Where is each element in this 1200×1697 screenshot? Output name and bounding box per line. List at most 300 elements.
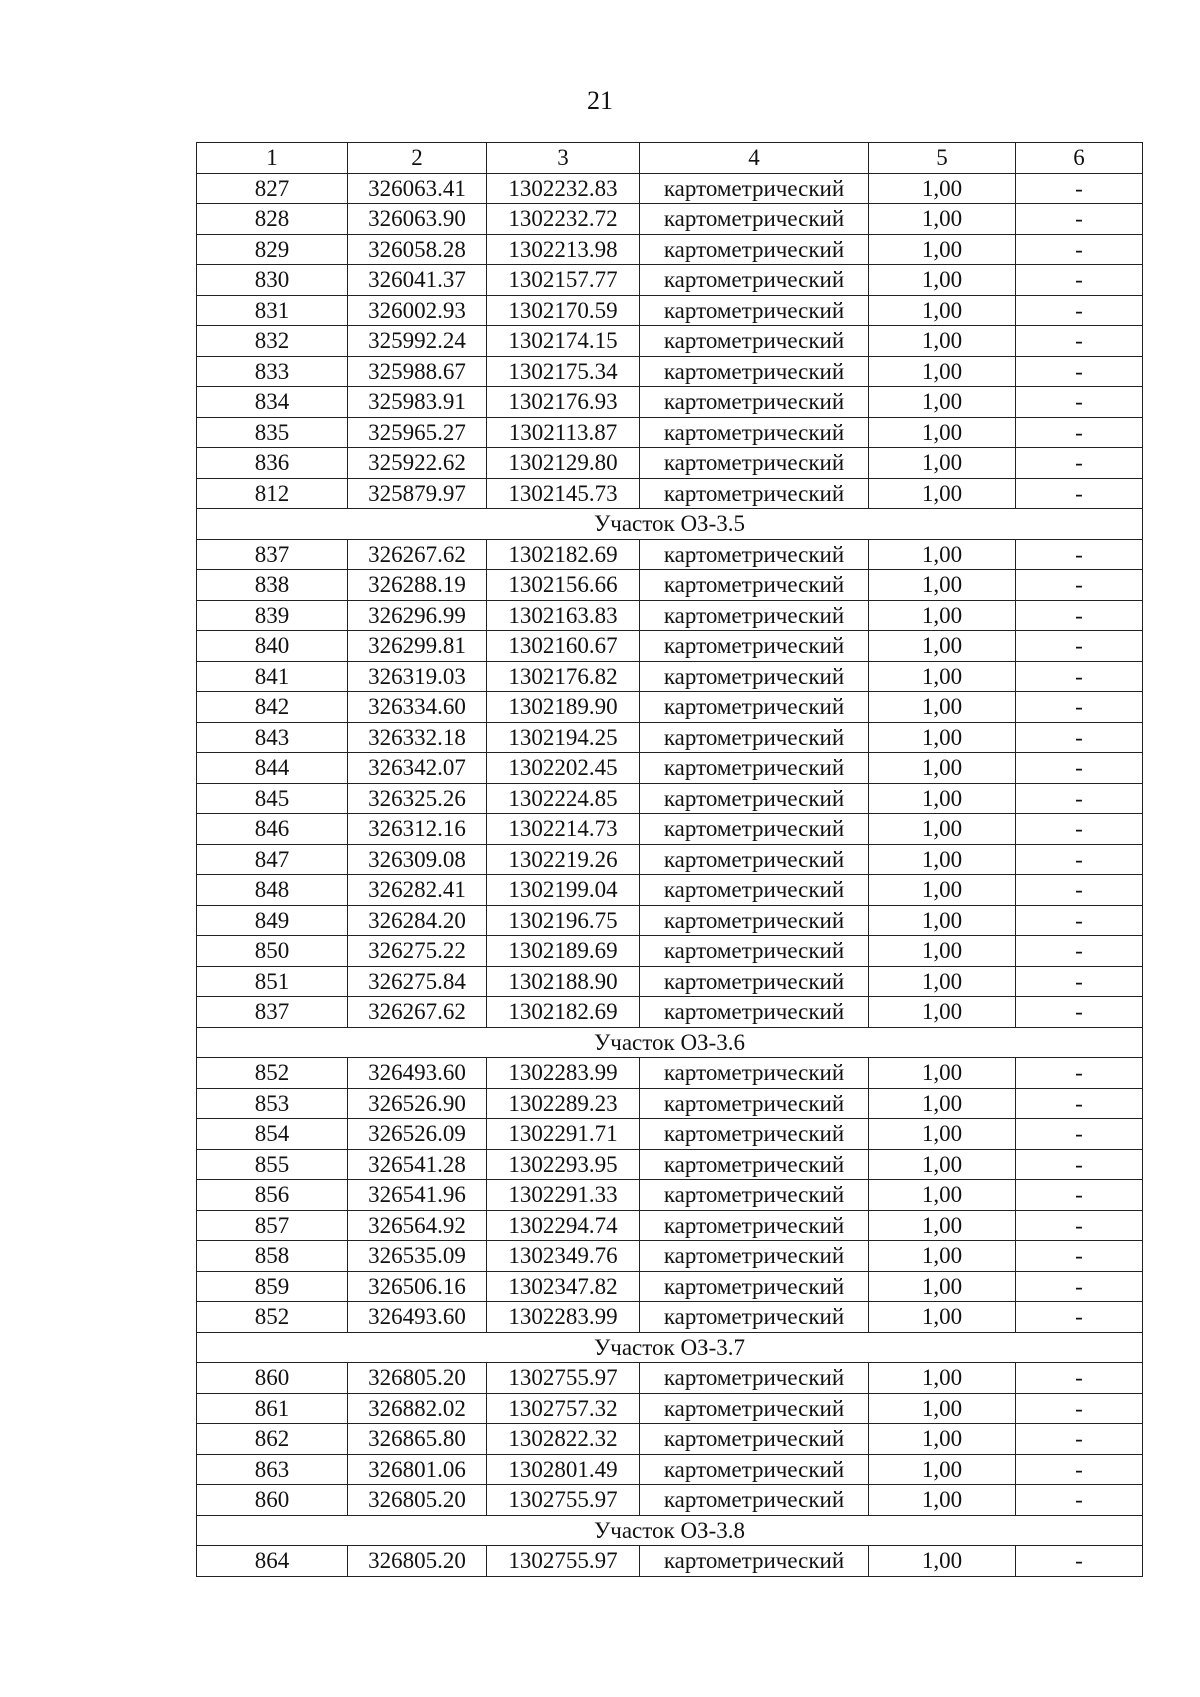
accuracy-cell: 1,00 [869,173,1016,204]
y-coordinate-cell: 1302156.66 [487,570,640,601]
method-cell: картометрический [640,265,869,296]
accuracy-cell: 1,00 [869,1149,1016,1180]
method-cell: картометрический [640,600,869,631]
note-cell: - [1016,905,1143,936]
section-row [197,509,1143,540]
method-cell: картометрический [640,783,869,814]
y-coordinate-cell: 1302755.97 [487,1363,640,1394]
y-coordinate-cell: 1302129.80 [487,448,640,479]
x-coordinate-cell: 326342.07 [348,753,487,784]
accuracy-cell: 1,00 [869,448,1016,479]
note-cell: - [1016,1485,1143,1516]
x-coordinate-cell: 326526.09 [348,1119,487,1150]
method-cell: картометрический [640,814,869,845]
point-number-cell: 860 [197,1363,348,1394]
note-cell: - [1016,844,1143,875]
note-cell: - [1016,295,1143,326]
table-row [197,1363,1143,1394]
table-row [197,753,1143,784]
x-coordinate-cell: 325983.91 [348,387,487,418]
note-cell: - [1016,1546,1143,1577]
table-row [197,600,1143,631]
y-coordinate-cell: 1302160.67 [487,631,640,662]
table-row [197,936,1143,967]
y-coordinate-cell: 1302157.77 [487,265,640,296]
y-coordinate-cell: 1302189.90 [487,692,640,723]
note-cell: - [1016,234,1143,265]
point-number-cell: 856 [197,1180,348,1211]
x-coordinate-cell: 326063.90 [348,204,487,235]
point-number-cell: 849 [197,905,348,936]
table-row [197,234,1143,265]
method-cell: картометрический [640,692,869,723]
method-cell: картометрический [640,1210,869,1241]
y-coordinate-cell: 1302232.72 [487,204,640,235]
y-coordinate-cell: 1302757.32 [487,1393,640,1424]
note-cell: - [1016,1393,1143,1424]
method-cell: картометрический [640,875,869,906]
x-coordinate-cell: 326296.99 [348,600,487,631]
column-header: 6 [1016,143,1143,174]
accuracy-cell: 1,00 [869,356,1016,387]
y-coordinate-cell: 1302219.26 [487,844,640,875]
accuracy-cell: 1,00 [869,204,1016,235]
y-coordinate-cell: 1302189.69 [487,936,640,967]
method-cell: картометрический [640,204,869,235]
table-row [197,1119,1143,1150]
table-row [197,326,1143,357]
method-cell: картометрический [640,539,869,570]
point-number-cell: 846 [197,814,348,845]
x-coordinate-cell: 326535.09 [348,1241,487,1272]
accuracy-cell: 1,00 [869,1210,1016,1241]
table-row [197,265,1143,296]
coordinates-table [196,142,1143,1577]
x-coordinate-cell: 326865.80 [348,1424,487,1455]
table-row [197,1241,1143,1272]
column-header: 4 [640,143,869,174]
point-number-cell: 812 [197,478,348,509]
y-coordinate-cell: 1302188.90 [487,966,640,997]
accuracy-cell: 1,00 [869,936,1016,967]
note-cell: - [1016,783,1143,814]
y-coordinate-cell: 1302232.83 [487,173,640,204]
note-cell: - [1016,204,1143,235]
y-coordinate-cell: 1302182.69 [487,539,640,570]
accuracy-cell: 1,00 [869,234,1016,265]
table-row [197,539,1143,570]
method-cell: картометрический [640,997,869,1028]
accuracy-cell: 1,00 [869,1088,1016,1119]
x-coordinate-cell: 325992.24 [348,326,487,357]
accuracy-cell: 1,00 [869,692,1016,723]
note-cell: - [1016,936,1143,967]
accuracy-cell: 1,00 [869,1363,1016,1394]
table-row [197,1210,1143,1241]
x-coordinate-cell: 326334.60 [348,692,487,723]
table-row [197,966,1143,997]
y-coordinate-cell: 1302291.33 [487,1180,640,1211]
section-row [197,1332,1143,1363]
method-cell: картометрический [640,1454,869,1485]
point-number-cell: 843 [197,722,348,753]
x-coordinate-cell: 326309.08 [348,844,487,875]
y-coordinate-cell: 1302801.49 [487,1454,640,1485]
point-number-cell: 844 [197,753,348,784]
point-number-cell: 839 [197,600,348,631]
method-cell: картометрический [640,966,869,997]
accuracy-cell: 1,00 [869,722,1016,753]
point-number-cell: 831 [197,295,348,326]
note-cell: - [1016,1088,1143,1119]
method-cell: картометрический [640,234,869,265]
table-row [197,1485,1143,1516]
note-cell: - [1016,1149,1143,1180]
x-coordinate-cell: 326325.26 [348,783,487,814]
y-coordinate-cell: 1302196.75 [487,905,640,936]
note-cell: - [1016,1119,1143,1150]
point-number-cell: 840 [197,631,348,662]
table-row [197,387,1143,418]
note-cell: - [1016,356,1143,387]
x-coordinate-cell: 326299.81 [348,631,487,662]
point-number-cell: 861 [197,1393,348,1424]
point-number-cell: 837 [197,539,348,570]
table-row [197,570,1143,601]
accuracy-cell: 1,00 [869,265,1016,296]
point-number-cell: 837 [197,997,348,1028]
method-cell: картометрический [640,570,869,601]
point-number-cell: 845 [197,783,348,814]
table-row [197,844,1143,875]
accuracy-cell: 1,00 [869,814,1016,845]
note-cell: - [1016,265,1143,296]
note-cell: - [1016,875,1143,906]
point-number-cell: 832 [197,326,348,357]
accuracy-cell: 1,00 [869,1454,1016,1485]
note-cell: - [1016,326,1143,357]
note-cell: - [1016,1424,1143,1455]
method-cell: картометрический [640,936,869,967]
accuracy-cell: 1,00 [869,539,1016,570]
accuracy-cell: 1,00 [869,1119,1016,1150]
y-coordinate-cell: 1302294.74 [487,1210,640,1241]
point-number-cell: 847 [197,844,348,875]
x-coordinate-cell: 326319.03 [348,661,487,692]
method-cell: картометрический [640,631,869,662]
accuracy-cell: 1,00 [869,1424,1016,1455]
section-title: Участок ОЗ-3.8 [197,1515,1143,1546]
method-cell: картометрический [640,905,869,936]
y-coordinate-cell: 1302289.23 [487,1088,640,1119]
y-coordinate-cell: 1302755.97 [487,1546,640,1577]
x-coordinate-cell: 326805.20 [348,1485,487,1516]
method-cell: картометрический [640,753,869,784]
x-coordinate-cell: 326801.06 [348,1454,487,1485]
column-header: 1 [197,143,348,174]
accuracy-cell: 1,00 [869,753,1016,784]
accuracy-cell: 1,00 [869,1302,1016,1333]
table-row [197,356,1143,387]
accuracy-cell: 1,00 [869,1058,1016,1089]
method-cell: картометрический [640,1241,869,1272]
method-cell: картометрический [640,326,869,357]
method-cell: картометрический [640,1302,869,1333]
x-coordinate-cell: 325922.62 [348,448,487,479]
point-number-cell: 851 [197,966,348,997]
point-number-cell: 859 [197,1271,348,1302]
method-cell: картометрический [640,173,869,204]
method-cell: картометрический [640,1119,869,1150]
x-coordinate-cell: 326541.96 [348,1180,487,1211]
table-row [197,1180,1143,1211]
note-cell: - [1016,600,1143,631]
method-cell: картометрический [640,356,869,387]
method-cell: картометрический [640,1149,869,1180]
point-number-cell: 863 [197,1454,348,1485]
table-row [197,661,1143,692]
y-coordinate-cell: 1302194.25 [487,722,640,753]
x-coordinate-cell: 326275.84 [348,966,487,997]
x-coordinate-cell: 326506.16 [348,1271,487,1302]
note-cell: - [1016,753,1143,784]
y-coordinate-cell: 1302113.87 [487,417,640,448]
x-coordinate-cell: 326041.37 [348,265,487,296]
y-coordinate-cell: 1302293.95 [487,1149,640,1180]
note-cell: - [1016,1454,1143,1485]
note-cell: - [1016,1302,1143,1333]
y-coordinate-cell: 1302213.98 [487,234,640,265]
y-coordinate-cell: 1302224.85 [487,783,640,814]
x-coordinate-cell: 326288.19 [348,570,487,601]
table-row [197,204,1143,235]
method-cell: картометрический [640,387,869,418]
table-row [197,692,1143,723]
point-number-cell: 828 [197,204,348,235]
point-number-cell: 841 [197,661,348,692]
table-row [197,1424,1143,1455]
point-number-cell: 838 [197,570,348,601]
point-number-cell: 829 [197,234,348,265]
accuracy-cell: 1,00 [869,600,1016,631]
point-number-cell: 827 [197,173,348,204]
point-number-cell: 830 [197,265,348,296]
section-title: Участок ОЗ-3.6 [197,1027,1143,1058]
accuracy-cell: 1,00 [869,326,1016,357]
method-cell: картометрический [640,1180,869,1211]
section-title: Участок ОЗ-3.5 [197,509,1143,540]
x-coordinate-cell: 325988.67 [348,356,487,387]
method-cell: картометрический [640,478,869,509]
page-number: 21 [587,86,613,115]
y-coordinate-cell: 1302163.83 [487,600,640,631]
table-row [197,417,1143,448]
accuracy-cell: 1,00 [869,478,1016,509]
x-coordinate-cell: 326063.41 [348,173,487,204]
x-coordinate-cell: 326267.62 [348,539,487,570]
point-number-cell: 858 [197,1241,348,1272]
method-cell: картометрический [640,1088,869,1119]
note-cell: - [1016,1180,1143,1211]
y-coordinate-cell: 1302822.32 [487,1424,640,1455]
point-number-cell: 855 [197,1149,348,1180]
y-coordinate-cell: 1302174.15 [487,326,640,357]
method-cell: картометрический [640,1271,869,1302]
point-number-cell: 854 [197,1119,348,1150]
x-coordinate-cell: 326058.28 [348,234,487,265]
section-row [197,1515,1143,1546]
accuracy-cell: 1,00 [869,417,1016,448]
y-coordinate-cell: 1302283.99 [487,1058,640,1089]
table-row [197,722,1143,753]
accuracy-cell: 1,00 [869,1241,1016,1272]
method-cell: картометрический [640,1393,869,1424]
table-row [197,1271,1143,1302]
x-coordinate-cell: 326332.18 [348,722,487,753]
accuracy-cell: 1,00 [869,875,1016,906]
x-coordinate-cell: 326312.16 [348,814,487,845]
y-coordinate-cell: 1302199.04 [487,875,640,906]
table-row [197,875,1143,906]
table-row [197,1454,1143,1485]
table-row [197,1058,1143,1089]
accuracy-cell: 1,00 [869,844,1016,875]
accuracy-cell: 1,00 [869,966,1016,997]
accuracy-cell: 1,00 [869,295,1016,326]
accuracy-cell: 1,00 [869,387,1016,418]
point-number-cell: 852 [197,1302,348,1333]
x-coordinate-cell: 326526.90 [348,1088,487,1119]
note-cell: - [1016,814,1143,845]
note-cell: - [1016,1058,1143,1089]
point-number-cell: 842 [197,692,348,723]
table-header-row [197,143,1143,174]
method-cell: картометрический [640,661,869,692]
point-number-cell: 852 [197,1058,348,1089]
section-row [197,1027,1143,1058]
table-row [197,1149,1143,1180]
accuracy-cell: 1,00 [869,1546,1016,1577]
table-row [197,905,1143,936]
column-header: 5 [869,143,1016,174]
accuracy-cell: 1,00 [869,783,1016,814]
accuracy-cell: 1,00 [869,1393,1016,1424]
table-row [197,1302,1143,1333]
method-cell: картометрический [640,1546,869,1577]
point-number-cell: 848 [197,875,348,906]
note-cell: - [1016,1363,1143,1394]
y-coordinate-cell: 1302283.99 [487,1302,640,1333]
table-row [197,1393,1143,1424]
table-row [197,631,1143,662]
point-number-cell: 857 [197,1210,348,1241]
table-row [197,1546,1143,1577]
point-number-cell: 833 [197,356,348,387]
note-cell: - [1016,631,1143,662]
column-header: 3 [487,143,640,174]
accuracy-cell: 1,00 [869,1180,1016,1211]
table-row [197,783,1143,814]
y-coordinate-cell: 1302214.73 [487,814,640,845]
accuracy-cell: 1,00 [869,997,1016,1028]
note-cell: - [1016,539,1143,570]
note-cell: - [1016,692,1143,723]
x-coordinate-cell: 326493.60 [348,1058,487,1089]
note-cell: - [1016,1210,1143,1241]
point-number-cell: 860 [197,1485,348,1516]
method-cell: картометрический [640,295,869,326]
point-number-cell: 853 [197,1088,348,1119]
accuracy-cell: 1,00 [869,1271,1016,1302]
table-row [197,997,1143,1028]
table-row [197,478,1143,509]
y-coordinate-cell: 1302291.71 [487,1119,640,1150]
x-coordinate-cell: 325879.97 [348,478,487,509]
method-cell: картометрический [640,1363,869,1394]
y-coordinate-cell: 1302176.93 [487,387,640,418]
point-number-cell: 850 [197,936,348,967]
section-title: Участок ОЗ-3.7 [197,1332,1143,1363]
table-row [197,173,1143,204]
method-cell: картометрический [640,722,869,753]
y-coordinate-cell: 1302175.34 [487,356,640,387]
column-header: 2 [348,143,487,174]
note-cell: - [1016,661,1143,692]
y-coordinate-cell: 1302145.73 [487,478,640,509]
x-coordinate-cell: 326805.20 [348,1363,487,1394]
note-cell: - [1016,997,1143,1028]
note-cell: - [1016,173,1143,204]
y-coordinate-cell: 1302176.82 [487,661,640,692]
accuracy-cell: 1,00 [869,631,1016,662]
note-cell: - [1016,1241,1143,1272]
y-coordinate-cell: 1302347.82 [487,1271,640,1302]
x-coordinate-cell: 326267.62 [348,997,487,1028]
x-coordinate-cell: 326805.20 [348,1546,487,1577]
table-body [197,143,1143,1577]
y-coordinate-cell: 1302755.97 [487,1485,640,1516]
point-number-cell: 836 [197,448,348,479]
method-cell: картометрический [640,1058,869,1089]
note-cell: - [1016,387,1143,418]
point-number-cell: 835 [197,417,348,448]
x-coordinate-cell: 326882.02 [348,1393,487,1424]
table-row [197,295,1143,326]
method-cell: картометрический [640,1424,869,1455]
note-cell: - [1016,966,1143,997]
method-cell: картометрический [640,417,869,448]
point-number-cell: 864 [197,1546,348,1577]
point-number-cell: 862 [197,1424,348,1455]
method-cell: картометрический [640,844,869,875]
accuracy-cell: 1,00 [869,661,1016,692]
y-coordinate-cell: 1302202.45 [487,753,640,784]
accuracy-cell: 1,00 [869,905,1016,936]
table-row [197,814,1143,845]
x-coordinate-cell: 326284.20 [348,905,487,936]
note-cell: - [1016,1271,1143,1302]
note-cell: - [1016,417,1143,448]
y-coordinate-cell: 1302170.59 [487,295,640,326]
table-row [197,448,1143,479]
point-number-cell: 834 [197,387,348,418]
y-coordinate-cell: 1302349.76 [487,1241,640,1272]
accuracy-cell: 1,00 [869,1485,1016,1516]
x-coordinate-cell: 326002.93 [348,295,487,326]
x-coordinate-cell: 326282.41 [348,875,487,906]
x-coordinate-cell: 326541.28 [348,1149,487,1180]
x-coordinate-cell: 325965.27 [348,417,487,448]
